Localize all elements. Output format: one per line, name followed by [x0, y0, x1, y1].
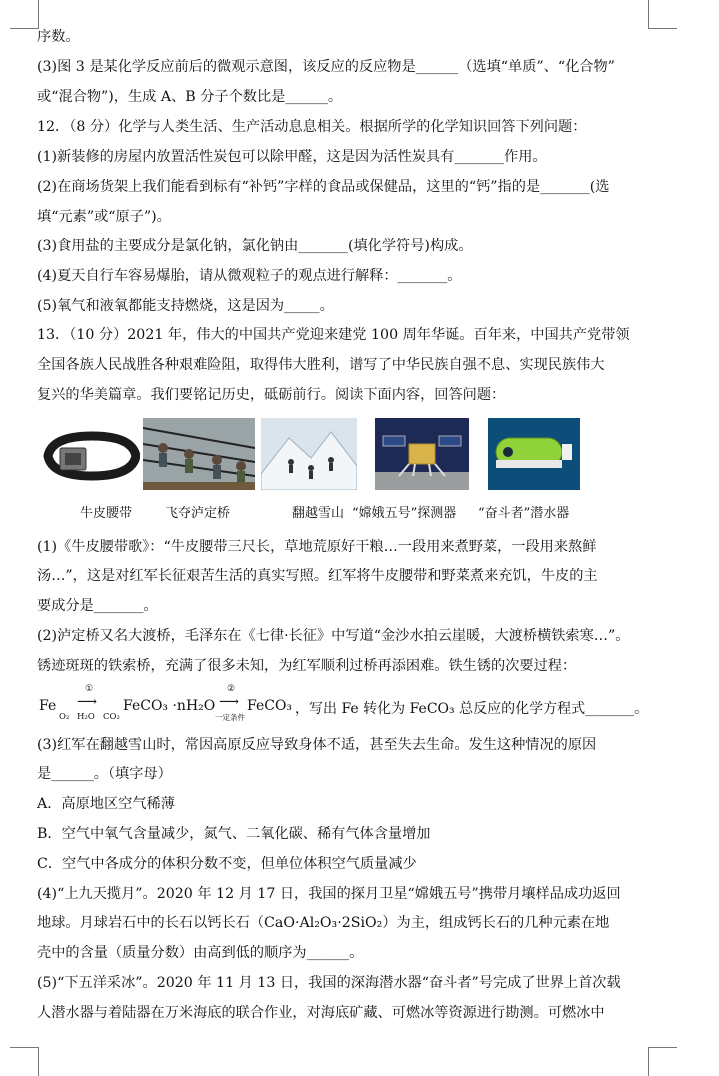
text-line: B．空气中氧气含量减少，氮气、二氧化碳、稀有气体含量增加	[37, 826, 431, 842]
eq-product: FeCO₃	[247, 698, 293, 714]
eq-cond1-mid: H₂O	[77, 712, 95, 722]
text-line: 12．（8 分）化学与人类生活、生产活动息息相关。根据所学的化学知识回答下列问题：	[37, 119, 587, 135]
caption-sub: “奋斗者”潜水器	[478, 506, 570, 521]
text-line: (1)《牛皮腰带歌》：“牛皮腰带三尺长，草地荒原好干粮…一段用来煮野菜，一段用来熬鲜	[37, 539, 597, 555]
eq-step2: ②	[227, 684, 236, 694]
text-line: 人潜水器与着陆器在万米海底的联合作业，对海底矿藏、可燃冰等资源进行勘测。可燃冰中	[37, 1005, 605, 1021]
text-line: (2)在商场货架上我们能看到标有“补钙”字样的食品或保健品，这里的“钙”指的是_______(选	[37, 179, 610, 195]
text-line: (3)图 3 是某化学反应前后的微观示意图，该反应的反应物是______（选填“单质”、“化合物”	[37, 59, 615, 75]
corner-mark-top-left	[10, 0, 39, 29]
eq-tail: ，写出 Fe 转化为 FeCO₃ 总反应的化学方程式_______。	[295, 701, 649, 717]
eq-cond2: 一定条件	[215, 713, 245, 722]
corner-mark-top-right	[648, 0, 677, 29]
text-line: 汤…”，这是对红军长征艰苦生活的真实写照。红军将牛皮腰带和野菜煮来充饥，牛皮的主	[37, 568, 598, 584]
text-line: 全国各族人民战胜各种艰难险阻，取得伟大胜利，谱写了中华民族自强不息、实现民族伟大	[37, 357, 605, 373]
caption-belt: 牛皮腰带	[80, 506, 133, 521]
snow-mountain-image	[261, 418, 357, 490]
text-line: 壳中的含量（质量分数）由高到低的顺序为______。	[37, 945, 364, 961]
belt-image	[42, 418, 140, 490]
eq-cond1-right: CO₂	[103, 712, 120, 722]
text-line: (4)“上九天揽月”。2020 年 12 月 17 日，我国的探月卫星“嫦娥五号”携带月壤样品成功返回	[37, 886, 621, 902]
text-line: 序数。	[37, 29, 80, 45]
text-line: 填“元素”或“原子”)。	[37, 209, 171, 225]
eq-fe: Fe	[39, 698, 57, 714]
eq-arrow2: ⟶	[219, 694, 240, 710]
text-line: (1)新装修的房屋内放置活性炭包可以除甲醛，这是因为活性炭具有_______作用。	[37, 149, 547, 165]
text-line: 或“混合物”)，生成 A、B 分子个数比是______。	[37, 89, 343, 105]
text-line: 地球。月球岩石中的长石以钙长石（CaO·Al₂O₃·2SiO₂）为主，组成钙长石的几种元素在地	[37, 915, 610, 931]
caption-snow: 翻越雪山	[292, 506, 345, 521]
text-line: (2)泸定桥又名大渡桥，毛泽东在《七律·长征》中写道“金沙水拍云崖暖，大渡桥横铁索寒…”。	[37, 628, 630, 644]
text-line: A．高原地区空气稀薄	[37, 796, 175, 812]
text-line: 锈迹斑斑的铁索桥，充满了很多未知，为红军顺利过桥再添困难。铁生锈的次要过程：	[37, 658, 577, 674]
caption-bridge: 飞夺泸定桥	[165, 506, 231, 521]
eq-step1: ①	[85, 684, 94, 694]
eq-arrow1: ⟶	[77, 694, 98, 710]
eq-mid: FeCO₃ ·nH₂O	[123, 698, 216, 714]
text-line: 要成分是_______。	[37, 598, 158, 614]
submarine-image	[488, 418, 580, 490]
text-line: 13．（10 分）2021 年，伟大的中国共产党迎来建党 100 周年华诞。百年来，中国共产党带领	[37, 327, 630, 343]
eq-cond1-left: O₂	[59, 712, 70, 722]
text-line: (4)夏天自行车容易爆胎，请从微观粒子的观点进行解释：_______。	[37, 268, 462, 284]
text-line: 是______。（填字母）	[37, 766, 172, 782]
text-line: 复兴的华美篇章。我们要铭记历史，砥砺前行。阅读下面内容，回答问题：	[37, 387, 506, 403]
corner-mark-bottom-left	[10, 1047, 39, 1076]
text-line: (3)红军在翻越雪山时，常因高原反应导致身体不适，甚至失去生命。发生这种情况的原因	[37, 737, 597, 753]
text-line: C．空气中各成分的体积分数不变，但单位体积空气质量减少	[37, 856, 417, 872]
text-line: (5)“下五洋采冰”。2020 年 11 月 13 日，我国的深海潜水器“奋斗者”号完成了世界上首次载	[37, 975, 621, 991]
bridge-image	[143, 418, 255, 490]
text-line: (3)食用盐的主要成分是氯化钠，氯化钠由_______(填化学符号)构成。	[37, 238, 473, 254]
text-line: (5)氧气和液氧都能支持燃烧，这是因为_____。	[37, 298, 334, 314]
reaction-equation	[37, 684, 667, 724]
corner-mark-bottom-right	[648, 1047, 677, 1076]
caption-lander: “嫦娥五号”探测器	[352, 506, 457, 521]
lander-image	[375, 418, 469, 490]
